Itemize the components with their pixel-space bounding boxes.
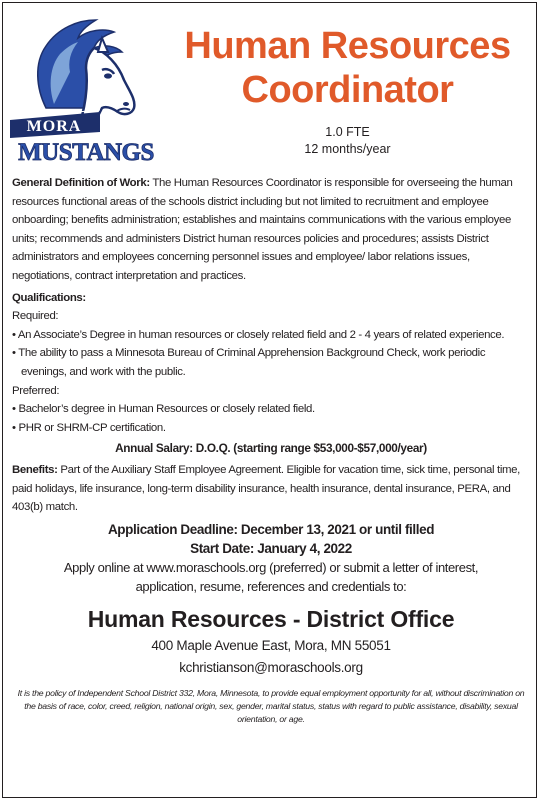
- preferred-item: • Bachelor’s degree in Human Resources or closely related field.: [12, 403, 315, 416]
- definition-paragraph: [12, 174, 530, 286]
- office-address: 400 Maple Avenue East, Mora, MN 55051: [151, 637, 391, 653]
- term-text: 12 months/year: [304, 142, 391, 156]
- benefits-paragraph: [12, 461, 530, 517]
- benefits-text: Part of the Auxiliary Staff Employee Agreement. Eligible for vacation time, sick time, personal time, paid holidays, life insurance, long-term disability insurance, health insurance, dental insurance, PERA, and 403(b) match.: [12, 463, 520, 514]
- required-item: • The ability to pass a Minnesota Bureau of Criminal Apprehension Background Check, work periodic evenings, and work with the public.: [12, 347, 486, 378]
- office-heading: Human Resources - District Office: [87, 605, 455, 632]
- required-label: Required:: [12, 310, 59, 323]
- office-email[interactable]: kchristianson@moraschools.org: [179, 659, 363, 675]
- title-line-2: Coordinator: [241, 69, 454, 111]
- posting-body: [12, 174, 530, 726]
- equal-opportunity-policy: It is the policy of Independent School District 332, Mora, Minnesota, to provide equal employment opportunity for all, without discrimination on the basis of race, color, creed, religion, national origin, sex, gender, marital status, status with regard to public assistance, disability, sexual orientation, or age.: [17, 687, 525, 724]
- mora-mustangs-logo: [6, 8, 158, 166]
- preferred-item: • PHR or SHRM-CP certification.: [12, 421, 166, 434]
- application-deadline: Application Deadline: December 13, 2021 or until filled: [107, 521, 435, 537]
- definition-label: General Definition of Work:: [12, 177, 150, 189]
- page-title: [160, 24, 535, 112]
- logo-banner-top: MORA: [26, 118, 82, 135]
- qualifications-heading: Qualifications:: [12, 291, 86, 304]
- benefits-label: Benefits:: [12, 463, 58, 476]
- logo-banner-bottom: MUSTANGS: [18, 139, 154, 166]
- apply-line-1: Apply online at www.moraschools.org (preferred) or submit a letter of interest,: [63, 559, 479, 575]
- apply-line-2: application, resume, references and credentials to:: [135, 578, 407, 594]
- required-item: • An Associate’s Degree in human resources or closely related field and 2 - 4 years of related experience.: [12, 328, 505, 341]
- fte-text: 1.0 FTE: [325, 125, 370, 139]
- title-line-1: Human Resources: [184, 25, 511, 67]
- definition-text: The Human Resources Coordinator is responsible for overseeing the human resources functional areas of the schools district including but not limited to recruitment and employee onboarding; benefits administration; establishes and maintains communications with the various employee units; recommends and administers District human resources policies and procedures; assists District administrators and employees concerning personnel issues and employee/ labor relations issues, negotiations, contract interpretation and practices.: [12, 177, 513, 282]
- position-terms: [160, 124, 535, 158]
- preferred-label: Preferred:: [12, 384, 60, 397]
- salary-line: Annual Salary: D.O.Q. (starting range $53,000-$57,000/year): [115, 441, 427, 456]
- start-date: Start Date: January 4, 2022: [190, 540, 352, 556]
